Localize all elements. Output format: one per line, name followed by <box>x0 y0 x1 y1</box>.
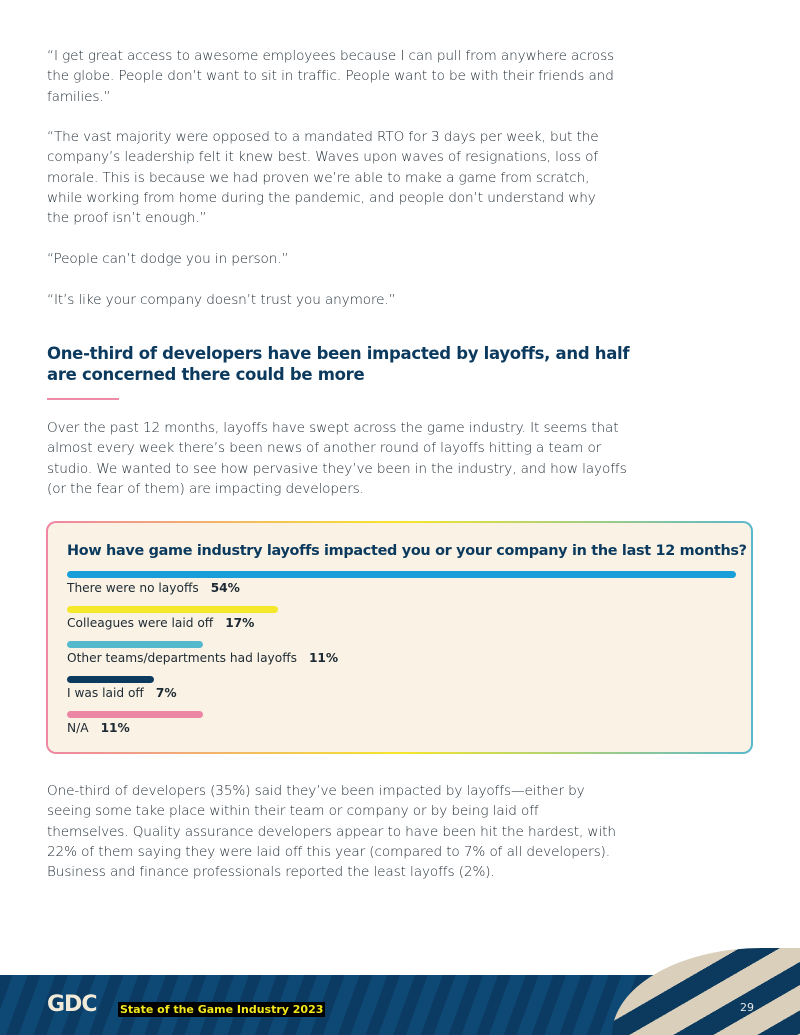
value-label: 7% <box>155 686 177 700</box>
section-after: One-third of developers (35%) said they’ve been impacted by layoffs—either by seeing some take place within their team or company or by being laid off themselves. Quality assurance developers appear to have been hit the hardest, with 22% of them saying they were laid off this year (compared to 7% of all developers). Business and finance professionals reported the least layoffs (2%). <box>47 783 616 881</box>
decorative-sphere <box>612 948 800 1035</box>
category-label: Colleagues were laid off <box>67 616 214 630</box>
bar-4 <box>67 711 203 718</box>
bar-label <box>67 721 130 735</box>
bar-label <box>67 616 254 630</box>
chart-title: How have game industry layoffs impacted you or your company in the last 12 months? <box>67 543 747 559</box>
section-heading: One-third of developers have been impacted by layoffs, and half are concerned there could be more <box>47 344 630 384</box>
category-label: I was laid off <box>67 686 144 700</box>
quote-4: “It’s like your company doesn’t trust you anymore.” <box>47 292 396 308</box>
value-label: 54% <box>210 581 240 595</box>
section-intro: Over the past 12 months, layoffs have swept across the game industry. It seems that almost every week there’s been news of another round of layoffs hitting a team or studio. We wanted to see how pervasive they’ve been in the industry, and how layoffs (or the fear of them) are impacting developers. <box>47 420 627 497</box>
category-label: There were no layoffs <box>67 581 199 595</box>
bar-label <box>67 651 338 665</box>
bar-1 <box>67 606 278 613</box>
bar-0 <box>67 571 736 578</box>
heading-divider <box>47 398 119 400</box>
bar-label <box>67 686 177 700</box>
bar-2 <box>67 641 203 648</box>
category-label: Other teams/departments had layoffs <box>67 651 297 665</box>
quote-3: “People can’t dodge you in person.” <box>47 251 289 267</box>
footer-title: State of the Game Industry 2023 <box>120 1003 324 1016</box>
value-label: 17% <box>225 616 255 630</box>
gdc-logo: GDC <box>47 992 97 1017</box>
bar-3 <box>67 676 154 683</box>
quote-2: “The vast majority were opposed to a mandated RTO for 3 days per week, but the company’s leadership felt it knew best. Waves upon waves of resignations, loss of morale. This is because we had proven we’re able to make a game from scratch, while working from home during the pandemic, and people don’t understand why the proof isn’t enough.” <box>47 129 599 227</box>
page-number: 29 <box>740 1001 754 1014</box>
chart-card <box>46 521 753 754</box>
value-label: 11% <box>308 651 339 665</box>
quote-1: “I get great access to awesome employees because I can pull from anywhere across the globe. People don’t want to sit in traffic. People want to be with their friends and families.” <box>47 48 615 105</box>
category-label: N/A <box>67 721 89 735</box>
bar-label <box>67 581 240 595</box>
value-label: 11% <box>100 721 130 735</box>
